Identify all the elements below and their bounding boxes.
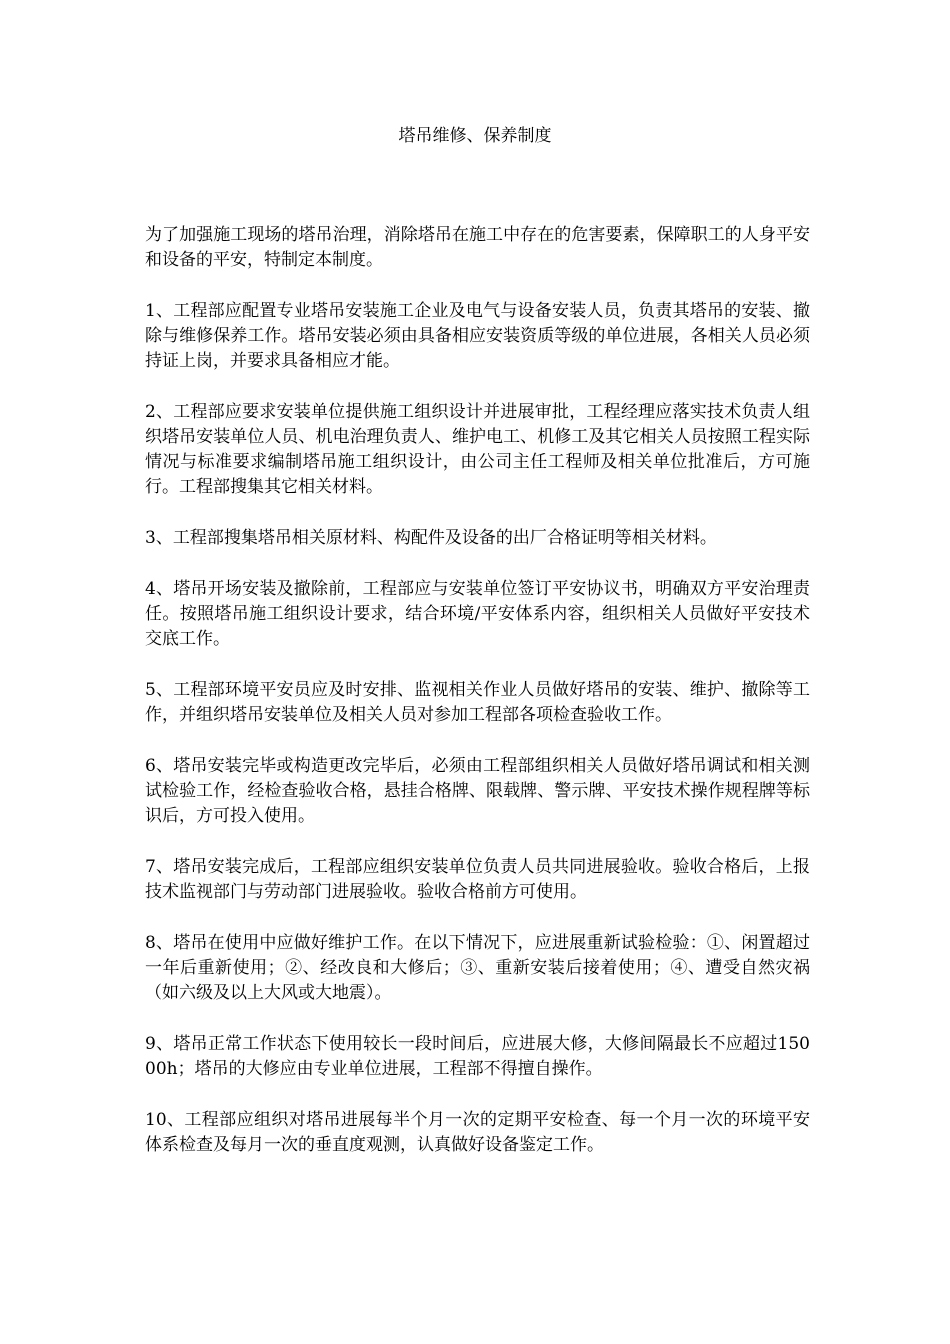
clause-5-paragraph: 5、工程部环境平安员应及时安排、监视相关作业人员做好塔吊的安装、维护、撤除等工作，并组织塔吊安装单位及相关人员对参加工程部各项检查验收工作。 xyxy=(145,680,810,725)
clause-3-paragraph: 3、工程部搜集塔吊相关原材料、构配件及设备的出厂合格证明等相关材料。 xyxy=(145,528,717,548)
clause-6-paragraph: 6、塔吊安装完毕或构造更改完毕后，必须由工程部组织相关人员做好塔吊调试和相关测试检验工作，经检查验收合格，悬挂合格牌、限载牌、警示牌、平安技术操作规程牌等标识后，方可投入使用。 xyxy=(145,756,810,826)
clause-1-paragraph: 1、工程部应配置专业塔吊安装施工企业及电气与设备安装人员，负责其塔吊的安装、撤除与维修保养工作。塔吊安装必须由具备相应安装资质等级的单位进展，各相关人员必须持证上岗，并要求具备相应才能。 xyxy=(145,301,810,371)
document-title: 塔吊维修、保养制度 xyxy=(398,126,552,146)
document-body xyxy=(145,223,810,1184)
clause-10-paragraph: 10、工程部应组织对塔吊进展每半个月一次的定期平安检查、每一个月一次的环境平安体系检查及每月一次的垂直度观测，认真做好设备鉴定工作。 xyxy=(145,1110,810,1155)
clause-9-paragraph: 9、塔吊正常工作状态下使用较长一段时间后，应进展大修，大修间隔最长不应超过15000h；塔吊的大修应由专业单位进展，工程部不得擅自操作。 xyxy=(145,1034,810,1079)
clause-8-paragraph: 8、塔吊在使用中应做好维护工作。在以下情况下，应进展重新试验检验：①、闲置超过一年后重新使用；②、经改良和大修后；③、重新安装后接着使用；④、遭受自然灾祸（如六级及以上大风或大地震）。 xyxy=(145,933,810,1003)
intro-paragraph: 为了加强施工现场的塔吊治理，消除塔吊在施工中存在的危害要素，保障职工的人身平安和设备的平安，特制定本制度。 xyxy=(145,225,810,270)
clause-4-paragraph: 4、塔吊开场安装及撤除前，工程部应与安装单位签订平安协议书，明确双方平安治理责任。按照塔吊施工组织设计要求，结合环境/平安体系内容，组织相关人员做好平安技术交底工作。 xyxy=(145,579,810,649)
clause-7-paragraph: 7、塔吊安装完成后，工程部应组织安装单位负责人员共同进展验收。验收合格后，上报技术监视部门与劳动部门进展验收。验收合格前方可使用。 xyxy=(145,857,810,902)
clause-2-paragraph: 2、工程部应要求安装单位提供施工组织设计并进展审批，工程经理应落实技术负责人组织塔吊安装单位人员、机电治理负责人、维护电工、机修工及其它相关人员按照工程实际情况与标准要求编制塔吊施工组织设计，由公司主任工程师及相关单位批准后，方可施行。工程部搜集其它相关材料。 xyxy=(145,402,810,497)
